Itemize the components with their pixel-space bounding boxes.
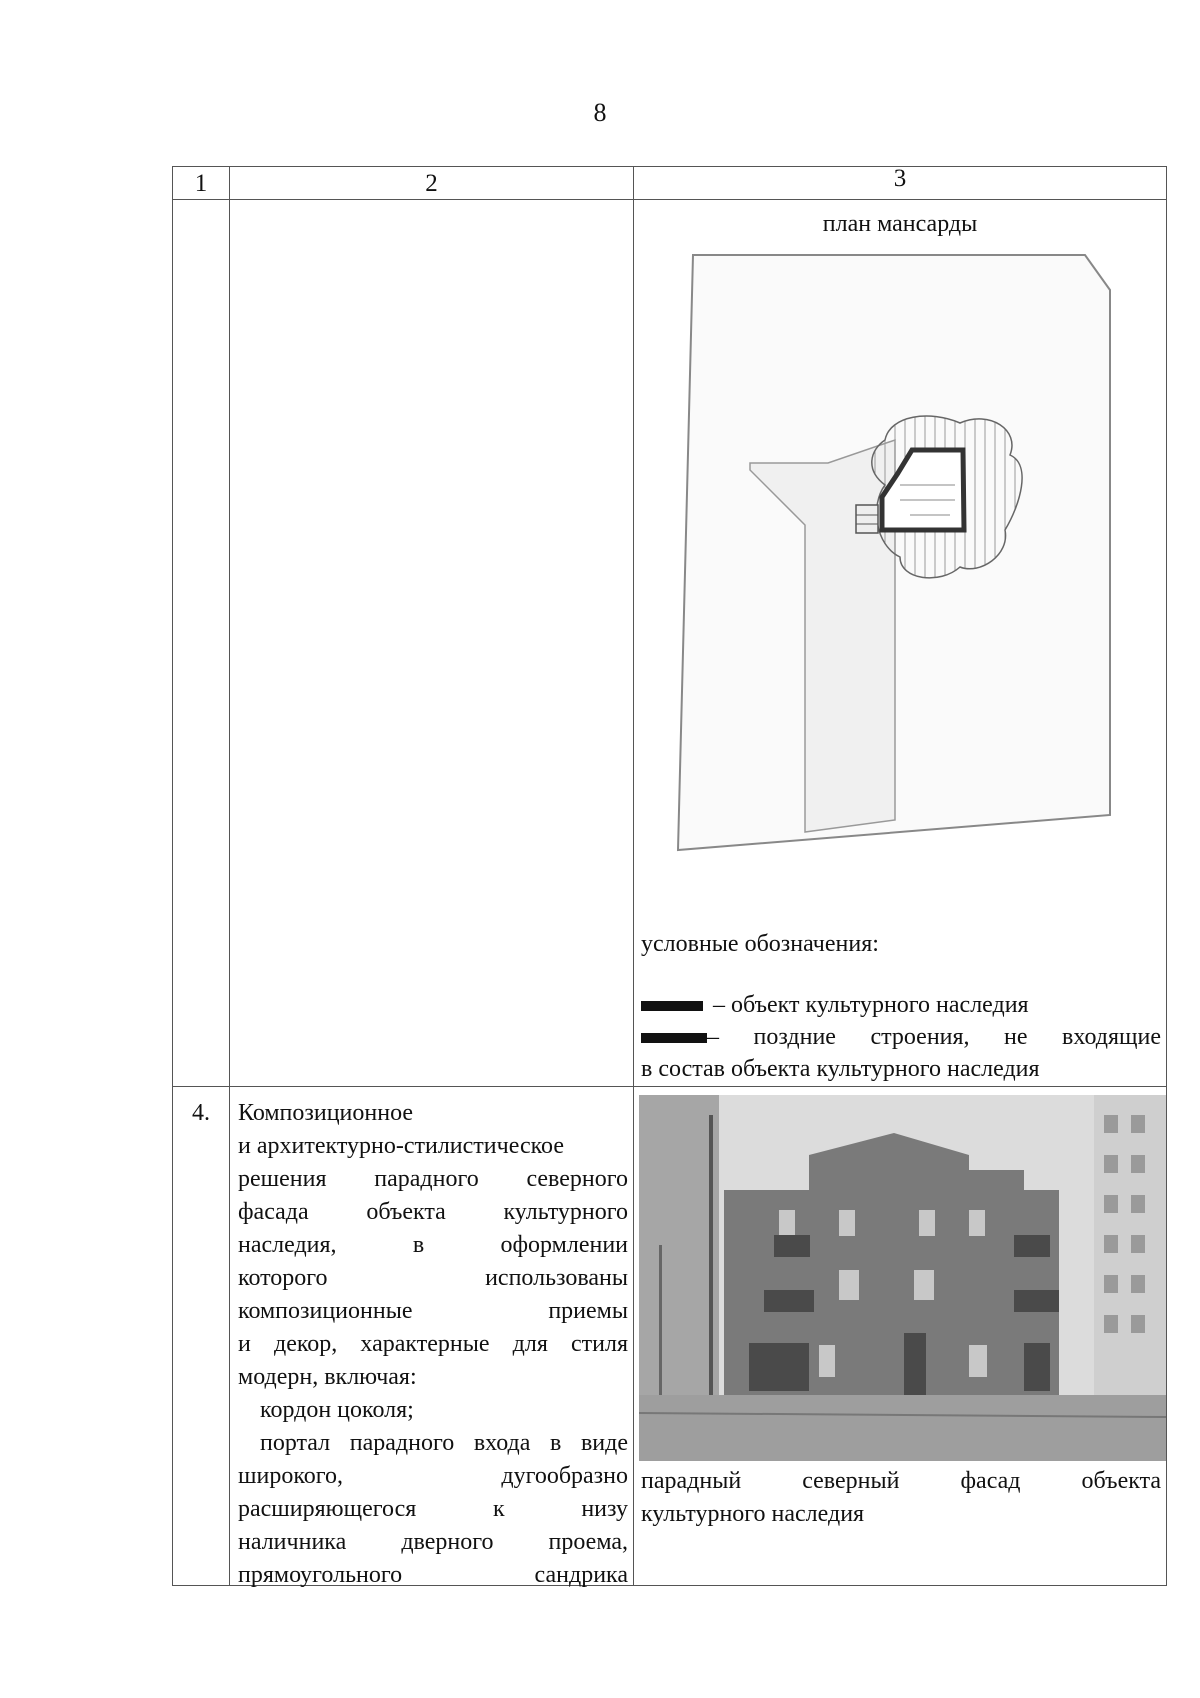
- row-number: 4.: [192, 1100, 210, 1126]
- column-divider-2: [633, 166, 634, 1586]
- later-buildings-swatch-icon: [641, 1033, 707, 1043]
- legend-item-later: [641, 1021, 1161, 1054]
- column-divider-1: [229, 166, 230, 1586]
- heritage-swatch-icon: [641, 1001, 703, 1011]
- description-line: Композиционное: [238, 1100, 414, 1126]
- attic-plan-drawing: [660, 245, 1130, 865]
- description-line: модерн, включая:: [238, 1364, 417, 1390]
- description-line: фасада объекта культурного: [238, 1199, 628, 1225]
- legend-title: условные обозначения:: [641, 931, 879, 957]
- header-col-1: 1: [194, 170, 208, 197]
- page-number: 8: [593, 98, 607, 127]
- photo-caption-line-2: культурного наследия: [641, 1501, 865, 1527]
- description-line: широкого, дугообразно: [238, 1463, 628, 1489]
- description-line: решения парадного северного: [238, 1166, 628, 1192]
- description-line: кордон цоколя;: [260, 1397, 414, 1423]
- description-line: наличника дверного проема,: [238, 1529, 628, 1555]
- description-line: которого использованы: [238, 1265, 628, 1291]
- facade-photo-drawing: [639, 1095, 1166, 1461]
- row-divider: [172, 1086, 1167, 1087]
- stair-block: [856, 505, 878, 533]
- description-line: и архитектурно-стилистическое: [238, 1133, 564, 1159]
- description-line: расширяющегося к низу: [238, 1496, 628, 1522]
- legend-item-later-label: – поздние строения, не входящие: [707, 1024, 1161, 1050]
- header-divider: [172, 199, 1167, 200]
- table-border-right: [1166, 166, 1167, 1586]
- header-col-3: 3: [893, 165, 907, 192]
- description-line: и декор, характерные для стиля: [238, 1331, 628, 1357]
- description-line: портал парадного входа в виде: [260, 1430, 628, 1456]
- photo-caption-line-1: парадный северный фасад объекта: [641, 1468, 1161, 1494]
- plan-title: план мансарды: [822, 211, 978, 237]
- table-border-left: [172, 166, 173, 1586]
- description-line: прямоугольного сандрика: [238, 1562, 628, 1588]
- legend-item-heritage: [641, 989, 1161, 1022]
- header-col-2: 2: [425, 170, 438, 197]
- facade-photo: [639, 1095, 1166, 1461]
- legend-item-heritage-label: – объект культурного наследия: [713, 992, 1029, 1018]
- description-line: наследия, в оформлении: [238, 1232, 628, 1258]
- description-line: композиционные приемы: [238, 1298, 628, 1324]
- legend-item-later-continued: в состав объекта культурного наследия: [641, 1056, 1040, 1082]
